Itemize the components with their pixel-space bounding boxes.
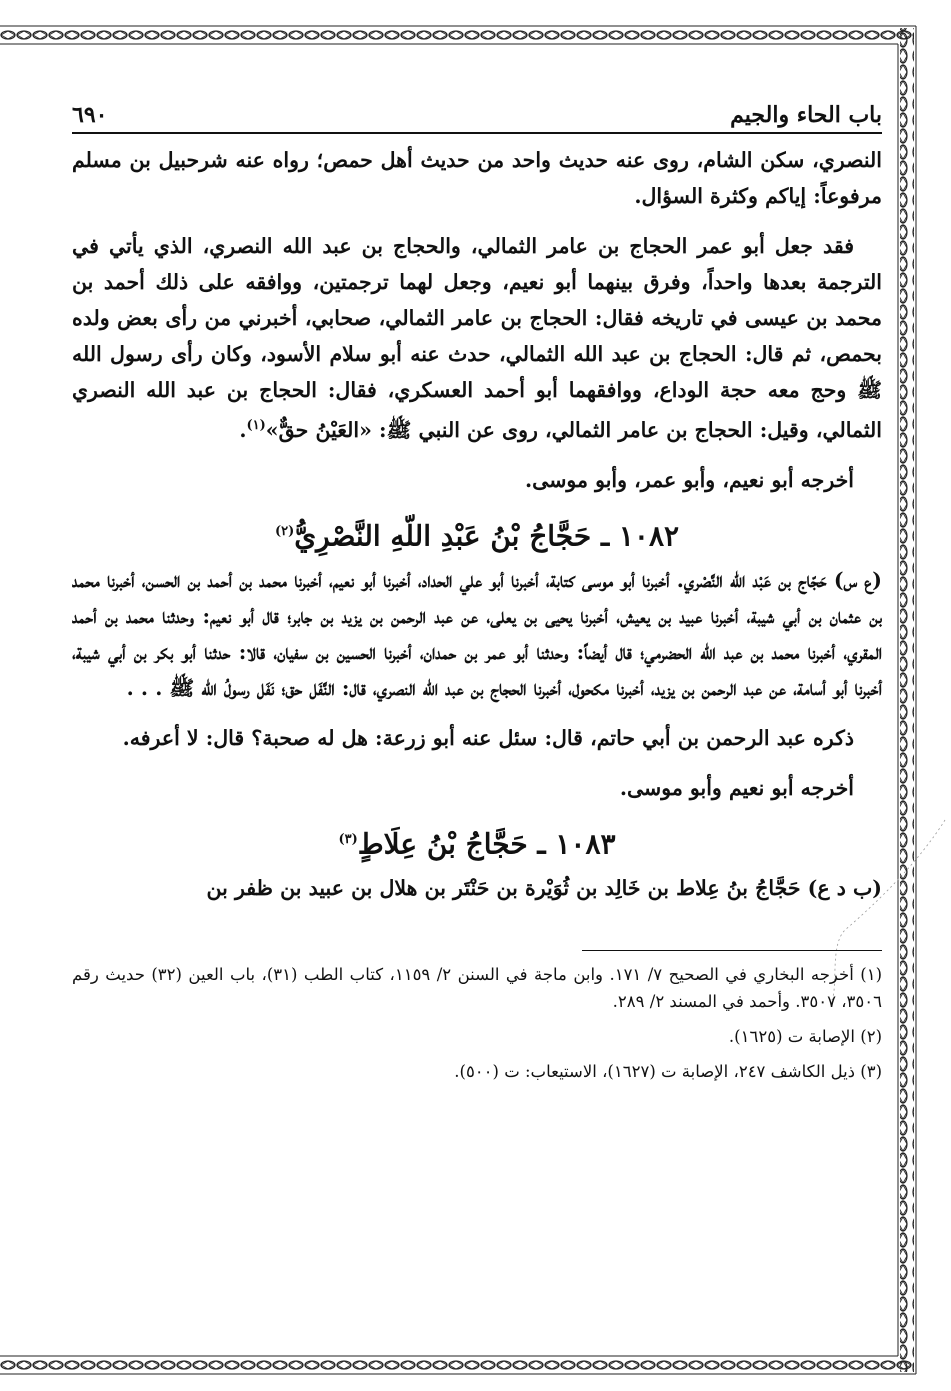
footnote-ref-3: (٣)	[338, 832, 358, 848]
entry-heading-1082-text: ١٠٨٢ ـ حَجَّاجُ بْنُ عَبْدِ اللّهِ النَّصْرِيُّ	[294, 519, 680, 553]
paragraph-sources-1082: أخرجه أبو نعيم وأبو موسى.	[619, 776, 854, 801]
footnotes	[72, 961, 882, 1085]
body-text	[72, 142, 882, 906]
footnote-divider	[582, 950, 882, 951]
footnote-2: (٢) الإصابة ت (١٦٢٥).	[728, 1027, 882, 1047]
entry-heading-1083-text: ١٠٨٣ ـ حَجَّاجُ بْنُ عِلَاطٍ	[357, 827, 616, 861]
running-header	[72, 92, 882, 134]
entry-heading-1082	[72, 512, 882, 556]
page-number: ٦٩٠	[72, 102, 108, 128]
paragraph-commentary: فقد جعل أبو عمر الحجاج بن عامر الثمالي، والحجاج بن عبد الله النصري، الذي يأتي في الترجمة بعدها واحداً، وفرق بينهما أبو نعيم، وجعل لهما ترجمتين، ووافقه على ذلك أحمد بن محمد بن عيسى في تاريخه فقال: الحجاج بن عامر الثمالي، صحابي، أخبرني من رأى بعض ولده بحمص، ثم قال: الحجاج بن عبد الله الثمالي، حدث عنه أبو سلام الأسود، وكان رأى رسول الله ﷺ وحج معه حجة الوداع، ووافقهما أبو أحمد العسكري، فقال: الحجاج بن عبد الله النصري الثمالي، وقيل: الحجاج بن عامر الثمالي، روى عن النبي ﷺ: «العَيْنُ حقٌّ»$^{(١)}$.	[72, 234, 882, 442]
paragraph-sources: أخرجه أبو نعيم، وأبو عمر، وأبو موسى.	[525, 467, 854, 492]
paragraph-entry-1083: (ب د ع) حَجَّاجُ بنُ عِلاط بن خَالِد بن ثُوَيْرة بن حَنْتَر بن هلال بن عبيد بن ظفر بن	[206, 876, 882, 901]
paragraph-entry-1082: (ع س) حَجّاج بن عَبْد الله النَّصْري. أخبرنا أبو موسى كتابة، أخبرنا أبو علي الحداد، أخبرنا أبو نعيم، أخبرنا محمد بن أحمد بن الحسن، أخبرنا محمد بن عثمان بن أبي شيبة، أخبرنا عبيد بن يعيش، أخبرنا يحيى بن يعلى، عن عبد الرحمن بن يزيد بن جابر؛ قال أبو نعيم: وحدثنا محمد بن أحمد المقري، أخبرنا محمد بن عبد الله الحضرمي؛ قال أيضاً: وحدثنا أبو عمر بن حمدان، أخبرنا الحسين بن سفيان، قالا: حدثنا أبو بكر بن أبي شيبة، أخبرنا أبو أسامة، عن عبد الرحمن بن يزيد، أخبرنا مكحول، أخبرنا الحجاج بن عبد الله النصري، قال: النَّفَل حق؛ نَفَل رسولُ الله ﷺ . . .	[72, 568, 882, 701]
paragraph-continuation: النصري، سكن الشام، روى عنه حديث واحد من حديث أهل حمص؛ رواه عنه شرحبيل بن مسلم مرفوعاً: إياكم وكثرة السؤال.	[72, 148, 882, 208]
entry-heading-1083	[72, 820, 882, 864]
footnote-3: (٣) ذيل الكاشف ٢٤٧، الإصابة ت (١٦٢٧)، الاستيعاب: ت (٥٠٠).	[454, 1062, 882, 1082]
footnote-ref-1: (١)	[246, 418, 266, 433]
footnote-1: (١) أخرجه البخاري في الصحيح ٧/ ١٧١. وابن ماجة في السنن ٢/ ١١٥٩، كتاب الطب (٣١)، باب العين (٣٢) حديث رقم ٣٥٠٦، ٣٥٠٧. وأحمد في المسند ٢/ ٢٨٩.	[72, 965, 883, 1012]
book-page	[72, 92, 882, 1085]
paragraph-commentary-text: فقد جعل أبو عمر الحجاج بن عامر الثمالي، والحجاج بن عبد الله النصري، الذي يأتي في الترجمة بعدها واحداً، وفرق بينهما أبو نعيم، وجعل لهما ترجمتين، ووافقه على ذلك أحمد بن محمد بن عيسى في تاريخه فقال: الحجاج بن عامر الثمالي، صحابي، أخبرني من رأى بعض ولده بحمص، ثم قال: الحجاج بن عبد الله الثمالي، حدث عنه أبو سلام الأسود، وكان رأى رسول الله ﷺ وحج معه حجة الوداع، ووافقهما أبو أحمد العسكري، فقال: الحجاج بن عبد الله النصري الثمالي، وقيل: الحجاج بن عامر الثمالي، روى عن النبي ﷺ: «العَيْنُ حقٌّ»	[72, 234, 882, 442]
paragraph-abu-hatim: ذكره عبد الرحمن بن أبي حاتم، قال: سئل عنه أبو زرعة: هل له صحبة؟ قال: لا أعرفه.	[122, 726, 854, 751]
running-title: باب الحاء والجيم	[730, 102, 882, 128]
footnote-ref-2: (٢)	[274, 523, 295, 539]
